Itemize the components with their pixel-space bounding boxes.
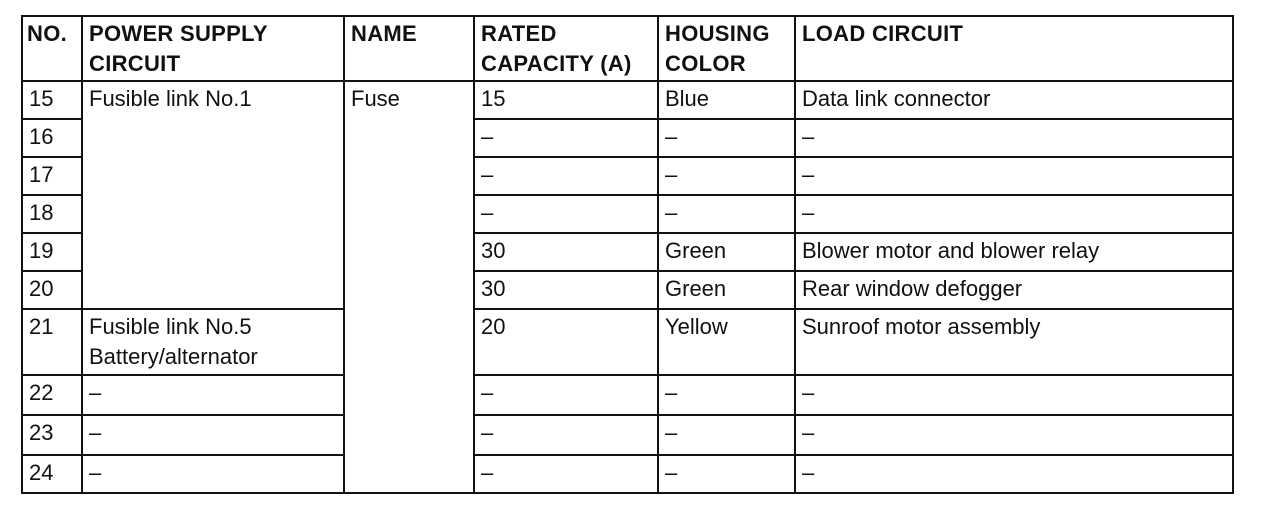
header-housing-line1: HOUSING: [665, 21, 770, 46]
cell-housing: Yellow: [658, 309, 795, 375]
header-no: NO.: [22, 16, 82, 81]
cell-load: –: [795, 119, 1233, 157]
cell-power-supply: –: [82, 415, 344, 455]
header-rated-line1: RATED: [481, 21, 557, 46]
cell-load: Data link connector: [795, 81, 1233, 119]
cell-power-supply: –: [82, 455, 344, 493]
cell-rated: –: [474, 195, 658, 233]
cell-load: –: [795, 455, 1233, 493]
cell-load: Blower motor and blower relay: [795, 233, 1233, 271]
table-row: [22, 309, 1233, 375]
header-power-supply-circuit: [82, 16, 344, 81]
header-housing-line2: COLOR: [665, 51, 746, 76]
fuse-table: [21, 15, 1234, 494]
header-housing-color: [658, 16, 795, 81]
cell-power-supply: [82, 309, 344, 375]
header-power-line2: CIRCUIT: [89, 51, 181, 76]
cell-load: Rear window defogger: [795, 271, 1233, 309]
power-supply-line2: Battery/alternator: [89, 344, 258, 369]
cell-housing: Blue: [658, 81, 795, 119]
cell-housing: –: [658, 455, 795, 493]
header-rated-line2: CAPACITY (A): [481, 51, 632, 76]
cell-load: –: [795, 195, 1233, 233]
cell-rated: –: [474, 455, 658, 493]
power-supply-line1: Fusible link No.5: [89, 314, 252, 339]
table-row: [22, 375, 1233, 415]
cell-no: 24: [22, 455, 82, 493]
cell-rated: 30: [474, 271, 658, 309]
cell-load: –: [795, 157, 1233, 195]
cell-rated: –: [474, 415, 658, 455]
cell-name-merged: Fuse: [344, 81, 474, 493]
cell-load: –: [795, 415, 1233, 455]
cell-rated: 15: [474, 81, 658, 119]
header-name: NAME: [344, 16, 474, 81]
cell-housing: –: [658, 157, 795, 195]
header-load-circuit: LOAD CIRCUIT: [795, 16, 1233, 81]
cell-rated: 20: [474, 309, 658, 375]
table-row: [22, 415, 1233, 455]
cell-housing: Green: [658, 271, 795, 309]
cell-power-supply-merged: Fusible link No.1: [82, 81, 344, 309]
cell-no: 21: [22, 309, 82, 375]
cell-rated: –: [474, 157, 658, 195]
cell-no: 19: [22, 233, 82, 271]
cell-rated: 30: [474, 233, 658, 271]
cell-housing: Green: [658, 233, 795, 271]
cell-load: Sunroof motor assembly: [795, 309, 1233, 375]
table-row: [22, 81, 1233, 119]
cell-housing: –: [658, 119, 795, 157]
cell-housing: –: [658, 415, 795, 455]
cell-no: 18: [22, 195, 82, 233]
cell-power-supply: –: [82, 375, 344, 415]
cell-no: 23: [22, 415, 82, 455]
header-power-line1: POWER SUPPLY: [89, 21, 268, 46]
table-row: [22, 455, 1233, 493]
cell-no: 20: [22, 271, 82, 309]
cell-load: –: [795, 375, 1233, 415]
cell-rated: –: [474, 119, 658, 157]
cell-housing: –: [658, 195, 795, 233]
cell-rated: –: [474, 375, 658, 415]
cell-no: 16: [22, 119, 82, 157]
cell-housing: –: [658, 375, 795, 415]
cell-no: 22: [22, 375, 82, 415]
header-row: [22, 16, 1233, 81]
cell-no: 17: [22, 157, 82, 195]
header-rated-capacity: [474, 16, 658, 81]
cell-no: 15: [22, 81, 82, 119]
